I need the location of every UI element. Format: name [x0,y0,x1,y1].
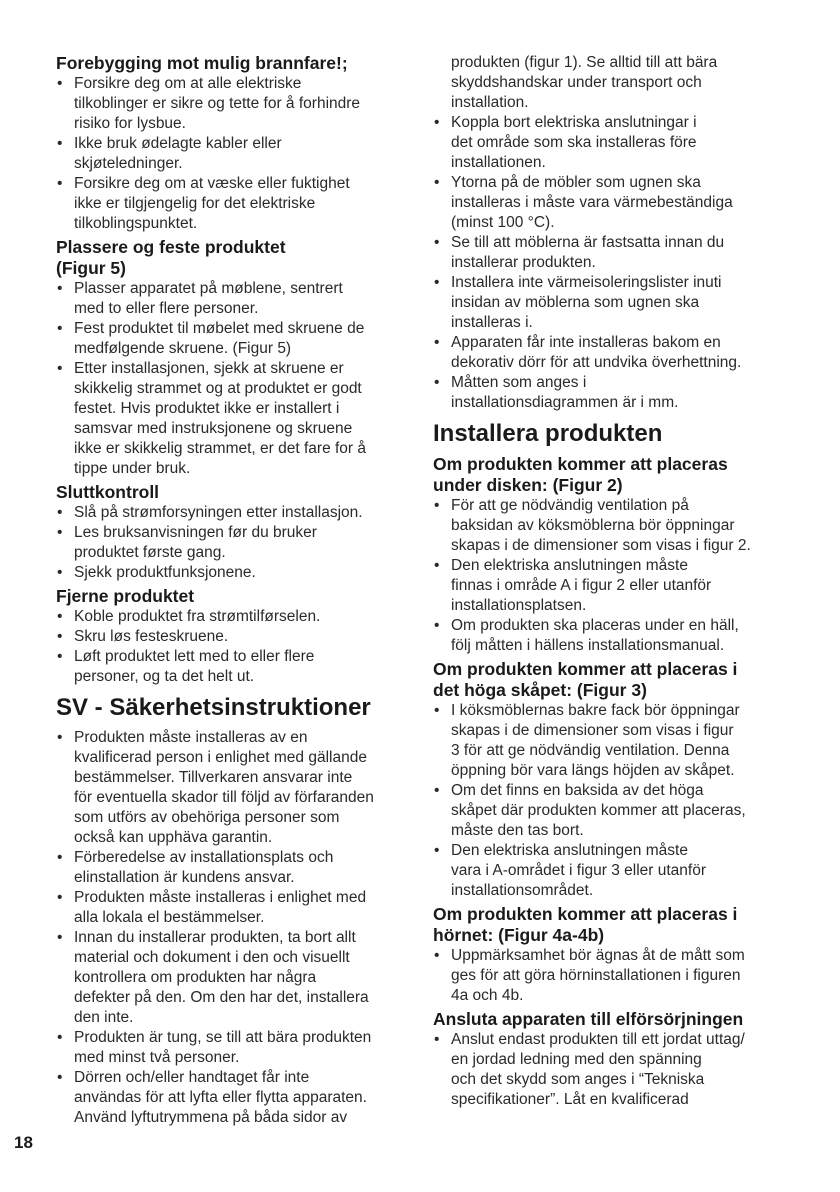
heading-place-and-fasten: Plassere og feste produktet (Figur 5) [56,237,286,278]
page-number: 18 [14,1133,33,1152]
list-sv-safety [56,728,416,1128]
list-item: • Produkten måste installeras i enlighet med alla lokala el bestämmelser. [56,888,416,928]
list-item: • Den elektriska anslutningen måste finnas i område A i figur 2 eller utanför installationsplatsen. [433,556,793,616]
list-item: • Koppla bort elektriska anslutningar i det område som ska installeras före installationen. [433,113,793,173]
list-item-continued: produkten (figur 1). Se alltid till att bära skyddshandskar under transport och installation. [451,54,718,111]
list-item: • Anslut endast produkten till ett jordat uttag/ en jordad ledning med den spänning och det skydd som anges i “Tekniska specifikationer”. Låt en kvalificerad [433,1030,793,1110]
list-item: • Installera inte värmeisoleringslister inuti insidan av möblerna som ugnen ska installeras i. [433,273,793,333]
list-item: • Fest produktet til møbelet med skruene de medfølgende skruene. (Figur 5) [56,319,416,359]
list-place-and-fasten [56,279,416,479]
heading-under-counter: Om produkten kommer att placeras under disken: (Figur 2) [433,454,728,495]
heading-remove-product: Fjerne produktet [56,586,195,606]
heading-tall-cabinet: Om produkten kommer att placeras i det höga skåpet: (Figur 3) [433,659,738,700]
list-item: • Slå på strømforsyningen etter installasjon. [56,503,416,523]
list-item: • Les bruksanvisningen før du bruker produktet første gang. [56,523,416,563]
list-item: • Apparaten får inte installeras bakom en dekorativ dörr för att undvika överhettning. [433,333,793,373]
list-item: • I köksmöblernas bakre fack bör öppningar skapas i de dimensioner som visas i figur 3 för att ge nödvändig ventilation. Denna öppning bör vara längs höjden av skåpet. [433,701,793,781]
heading-fire-prevention: Forebygging mot mulig brannfare!; [56,53,348,73]
list-under-counter [433,496,793,656]
list-item: • Om det finns en baksida av det höga skåpet där produkten kommer att placeras, måste den tas bort. [433,781,793,841]
list-item: • Se till att möblerna är fastsatta innan du installerar produkten. [433,233,793,273]
list-item: • Måtten som anges i installationsdiagrammen är i mm. [433,373,793,413]
list-item: • Uppmärksamhet bör ägnas åt de mått som ges för att göra hörninstallationen i figuren 4a och 4b. [433,946,793,1006]
list-item: • Förberedelse av installationsplats och elinstallation är kundens ansvar. [56,848,416,888]
list-item: • Forsikre deg om at alle elektriske tilkoblinger er sikre og tette for å forhindre risiko for lysbue. [56,74,416,134]
list-item: • Sjekk produktfunksjonene. [56,563,416,583]
list-item: • Ikke bruk ødelagte kabler eller skjøteledninger. [56,134,416,174]
list-item: • För att ge nödvändig ventilation på baksidan av köksmöblerna bör öppningar skapas i de dimensioner som visas i figur 2. [433,496,793,556]
list-item: • Dörren och/eller handtaget får inte användas för att lyfta eller flytta apparaten. Använd lyftutrymmena på båda sidor av [56,1068,416,1128]
list-item: • Plasser apparatet på møblene, sentrert med to eller flere personer. [56,279,416,319]
heading-corner: Om produkten kommer att placeras i hörnet: (Figur 4a-4b) [433,904,738,945]
list-connect-power [433,1030,793,1110]
list-item: • Den elektriska anslutningen måste vara i A-området i figur 3 eller utanför installationsområdet. [433,841,793,901]
list-item: • Skru løs festeskruene. [56,627,416,647]
list-tall-cabinet [433,701,793,901]
list-item: • Forsikre deg om at væske eller fuktighet ikke er tilgjengelig for det elektriske tilkoblingspunktet. [56,174,416,234]
list-item: • Produkten måste installeras av en kvalificerad person i enlighet med gällande bestämmelser. Tillverkaren ansvarar inte för eventuella skador till följd av förfaranden som utförs av obehöriga personer som också kan upphäva garantin. [56,728,416,848]
list-fire-prevention [56,74,416,234]
list-corner [433,946,793,1006]
heading-install-product: Installera produkten [433,420,663,447]
list-remove-product [56,607,416,687]
list-item: • Ytorna på de möbler som ugnen ska installeras i måste vara värmebeständiga (minst 100 °C). [433,173,793,233]
heading-final-check: Sluttkontroll [56,482,160,502]
left-column [56,53,416,1128]
list-item: • Etter installasjonen, sjekk at skruene er skikkelig strammet og at produktet er godt festet. Hvis produktet ikke er installert i samsvar med instruksjonene og skruene ikke er skikkelig strammet, er det fare for å tippe under bruk. [56,359,416,479]
list-item: • Om produkten ska placeras under en häll, följ måtten i hällens installationsmanual. [433,616,793,656]
list-item: • Innan du installerar produkten, ta bort allt material och dokument i den och visuellt kontrollera om produkten har några defekter på den. Om den har det, installera den inte. [56,928,416,1028]
list-item: • Produkten är tung, se till att bära produkten med minst två personer. [56,1028,416,1068]
list-item: • Løft produktet lett med to eller flere personer, og ta det helt ut. [56,647,416,687]
heading-sv-safety: SV - Säkerhetsinstruktioner [56,694,371,721]
list-continued [433,53,793,413]
heading-connect-power: Ansluta apparaten till elförsörjningen [433,1009,744,1029]
list-item: • Koble produktet fra strømtilførselen. [56,607,416,627]
right-column [433,53,793,1110]
list-final-check [56,503,416,583]
